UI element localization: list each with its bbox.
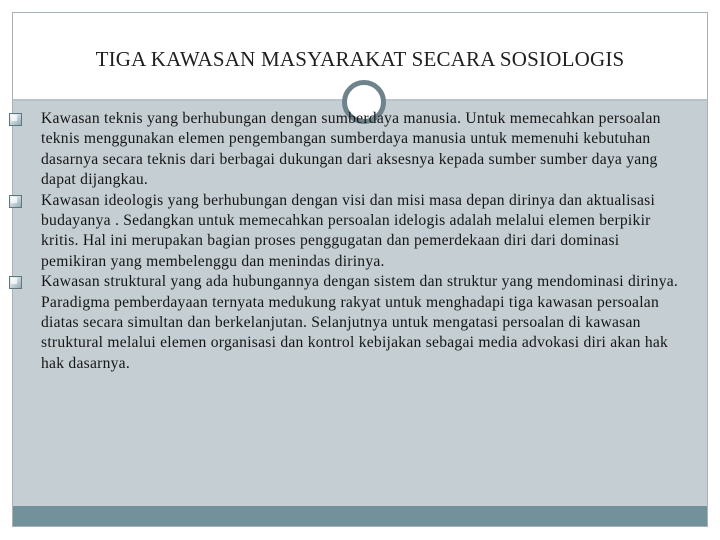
bullet-list	[7, 109, 687, 374]
bullet-text: Kawasan ideologis yang berhubungan dengan visi dan misi masa depan dirinya dan aktualisasi budayanya . Sedangkan untuk memecahkan persoalan idelogis adalah melalui elemen berpikir kritis. Hal ini merupakan bagian proses penggugatan dan pemerdekaan diri dari dominasi pemikiran yang membelenggu dan menindas dirinya.	[41, 191, 656, 270]
bullet-item	[7, 109, 687, 191]
bullet-item	[7, 191, 687, 273]
checkbox-square-icon	[9, 276, 22, 289]
bullet-item	[7, 272, 687, 374]
checkbox-square-icon	[9, 195, 22, 208]
slide-title: TIGA KAWASAN MASYARAKAT SECARA SOSIOLOGIS	[95, 47, 625, 71]
bullet-text: Kawasan struktural yang ada hubungannya dengan sistem dan struktur yang mendominasi dirinya. Paradigma pemberdayaan ternyata medukung rakyat untuk menghadapi tiga kawasan persoalan diatas secara simultan dan berkelanjutan. Selanjutnya untuk mengatasi persoalan di kawasan struktural melalui elemen organisasi dan kontrol kebijakan sebagai media advokasi diri akan hak hak dasarnya.	[41, 273, 679, 372]
checkbox-square-icon	[9, 113, 22, 126]
bullet-text: Kawasan teknis yang berhubungan dengan sumberdaya manusia. Untuk memecahkan persoalan teknis menggunakan elemen pengembangan sumberdaya manusia untuk memenuhi kebutuhan dasarnya secara teknis dari berbagai dukungan dari aksesnya kepada sumber sumber daya yang dapat dijangkau.	[41, 110, 661, 189]
footer-band	[13, 506, 707, 526]
